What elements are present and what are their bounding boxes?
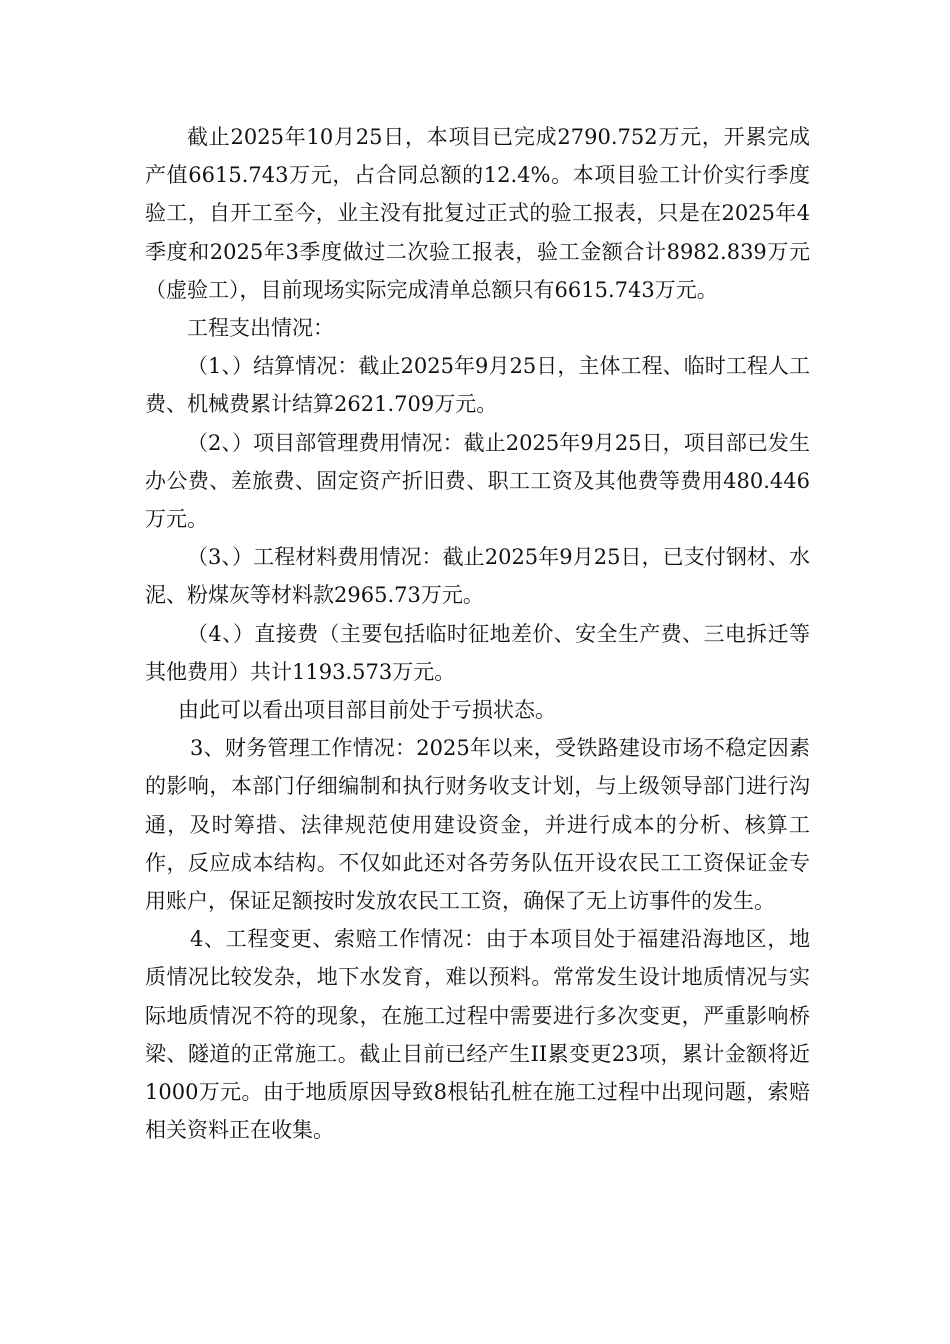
paragraph-change-claims: 4、工程变更、索赔工作情况：由于本项目处于福建沿海地区，地质情况比较发杂，地下水发育，难以预料。常常发生设计地质情况与实际地质情况不符的现象，在施工过程中需要进行多次变更，严重影响桥梁、隧道的正常施工。截止目前已经产生II累变更23项，累计金额将近1000万元。由于地质原因导致8根钻孔桩在施工过程中出现问题，索赔相关资料正在收集。 xyxy=(145,927,810,1143)
paragraph-direct-cost: （4、）直接费（主要包括临时征地差价、安全生产费、三电拆迁等其他费用）共计1193.573万元。 xyxy=(145,621,810,684)
paragraph-loss-conclusion: 由此可以看出项目部目前处于亏损状态。 xyxy=(178,698,556,723)
paragraph-settlement: （1、）结算情况：截止2025年9月25日，主体工程、临时工程人工费、机械费累计结算2621.709万元。 xyxy=(145,354,810,417)
paragraph-expenditure-heading: 工程支出情况： xyxy=(187,316,334,341)
paragraph-financial-management: 3、财务管理工作情况：2025年以来，受铁路建设市场不稳定因素的影响，本部门仔细编制和执行财务收支计划，与上级领导部门进行沟通，及时筹措、法律规范使用建设资金，并进行成本的分析、核算工作，反应成本结构。不仅如此还对各劳务队伍开设农民工工资保证金专用账户，保证足额按时发放农民工工资，确保了无上访事件的发生。 xyxy=(145,736,810,914)
document-body xyxy=(145,118,810,1149)
paragraph-output-value: 截止2025年10月25日，本项目已完成2790.752万元，开累完成产值6615.743万元，占合同总额的12.4%。本项目验工计价实行季度验工，自开工至今，业主没有批复过正式的验工报表，只是在2025年4季度和2025年3季度做过二次验工报表，验工金额合计8982.839万元（虚验工），目前现场实际完成清单总额只有6615.743万元。 xyxy=(145,125,810,302)
paragraph-management-cost: （2、）项目部管理费用情况：截止2025年9月25日，项目部已发生办公费、差旅费、固定资产折旧费、职工工资及其他费等费用480.446万元。 xyxy=(145,430,810,532)
paragraph-material-cost: （3、）工程材料费用情况：截止2025年9月25日，已支付钢材、水泥、粉煤灰等材料款2965.73万元。 xyxy=(145,545,810,608)
